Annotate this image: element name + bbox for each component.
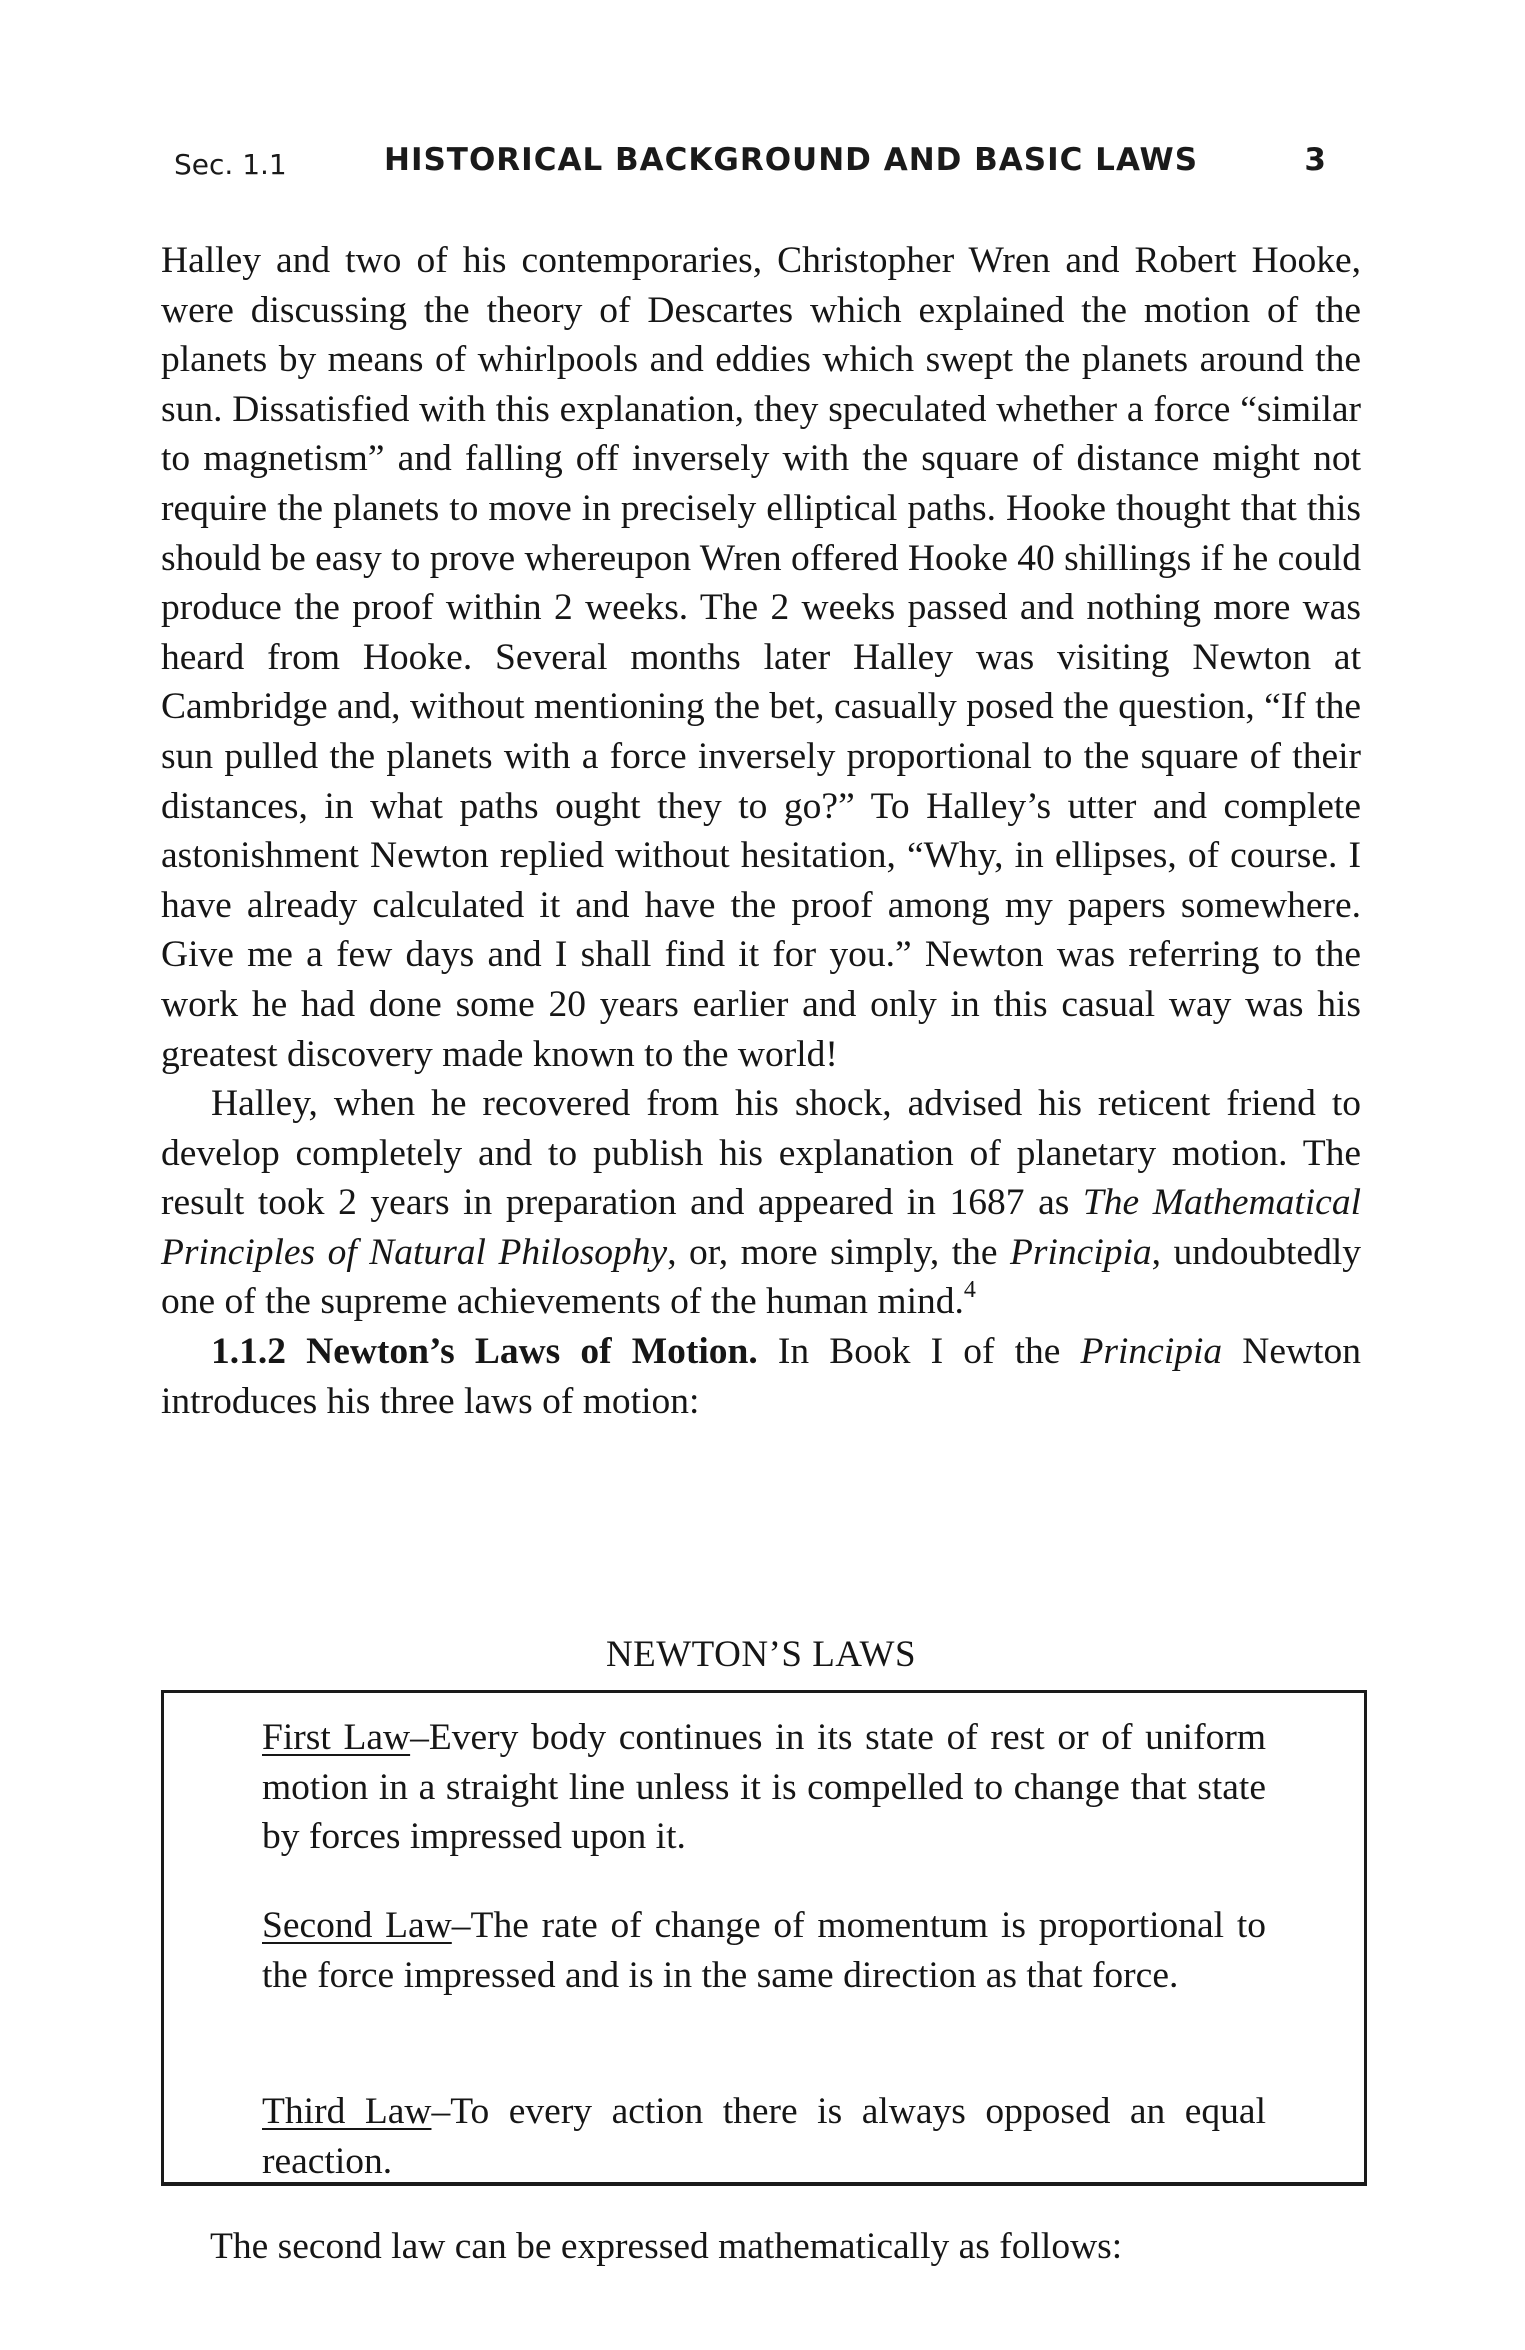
paragraph-principia	[161, 1079, 1361, 1327]
paragraph-halley-newton: Halley and two of his contemporaries, Christopher Wren and Robert Hooke, were discussing the theory of Descartes which explained the motion of the planets by means of whirlpools and eddies which swept the planets around the sun. Dissatisfied with this explanation, they speculated whether a force “similar to magnetism” and falling off inversely with the square of distance might not require the planets to move in precisely elliptical paths. Hooke thought that this should be easy to prove whereupon Wren offered Hooke 40 shillings if he could produce the proof within 2 weeks. The 2 weeks passed and nothing more was heard from Hooke. Several months later Halley was visiting Newton at Cambridge and, without mentioning the bet, casually posed the question, “If the sun pulled the planets with a force inversely proportional to the square of their distances, in what paths ought they to go?” To Halley’s utter and complete astonishment Newton replied without hesitation, “Why, in ellipses, of course. I have already calculated it and have the proof among my papers somewhere. Give me a few days and I shall find it for you.” Newton was referring to the work he had done some 20 years earlier and only in this casual way was his greatest discovery made known to the world!	[161, 240, 1361, 1075]
paragraph-text: Halley, when he recovered from his shock, advised his reticent friend to develop completely and to publish his explanation of planetary motion. The result took 2 years in preparation and appeared in 1687 as	[161, 1083, 1361, 1224]
paragraph-text: Newton introduces his three laws of motion:	[161, 1331, 1361, 1422]
first-law	[262, 1713, 1266, 1862]
second-law	[262, 1901, 1266, 2000]
law-text: –To every action there is always opposed an equal reaction.	[262, 2091, 1266, 2182]
paragraph-text: , undoubtedly one of the supreme achievements of the human mind.	[161, 1231, 1361, 1323]
law-text: –Every body continues in its state of rest or of uniform motion in a straight line unless it is compelled to change that state by forces impressed upon it.	[262, 1717, 1266, 1857]
paragraph-laws-intro	[161, 1327, 1361, 1426]
running-head	[174, 142, 1326, 186]
book-title: The Mathematical Principles of Natural Philosophy	[161, 1182, 1361, 1273]
laws-box	[161, 1690, 1367, 2186]
page-number: 3	[1304, 142, 1326, 178]
section-heading: 1.1.2 Newton’s Laws of Motion.	[211, 1331, 758, 1373]
closing-sentence: The second law can be expressed mathematically as follows:	[210, 2226, 1123, 2267]
laws-heading: NEWTON’S LAWS	[605, 1634, 917, 1675]
section-number: Sec. 1.1	[174, 148, 287, 181]
third-law	[262, 2087, 1266, 2186]
paragraph-text: In Book I of the	[757, 1331, 1081, 1373]
book-title: Principia	[1080, 1331, 1223, 1373]
running-head-title: HISTORICAL BACKGROUND AND BASIC LAWS	[384, 142, 1199, 178]
footnote-reference: 4	[963, 1277, 976, 1304]
law-name: Third Law	[262, 2091, 432, 2132]
law-name: First Law	[262, 1717, 411, 1758]
book-short-title: Principia	[1010, 1231, 1152, 1273]
paragraph-text: , or, more simply, the	[667, 1231, 1010, 1273]
law-name: Second Law	[262, 1905, 452, 1946]
body-text	[161, 236, 1361, 1426]
law-text: –The rate of change of momentum is proportional to the force impressed and is in the same direction as that force.	[262, 1905, 1267, 1996]
